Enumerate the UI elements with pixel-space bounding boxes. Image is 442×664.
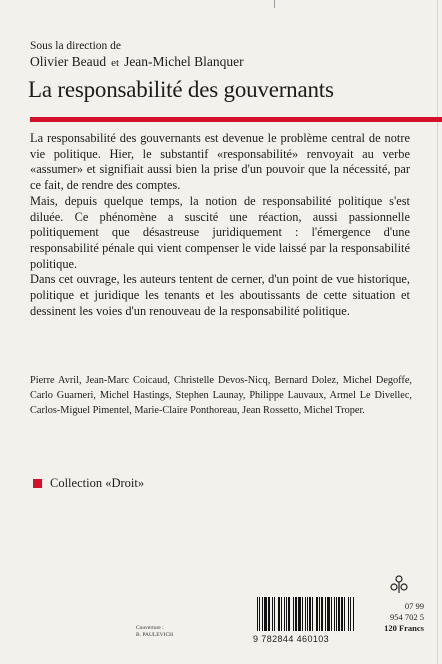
editors-conjunction: et — [111, 57, 120, 69]
barcode-bar — [348, 597, 349, 631]
cover-credit — [136, 625, 173, 639]
red-square-icon — [33, 479, 42, 488]
barcode-digits: 9 782844 460103 — [253, 634, 330, 644]
barcode-bar — [264, 597, 267, 631]
barcode-bar — [305, 597, 306, 631]
barcode-bar — [262, 597, 263, 631]
cover-credit-name: B. PAULEVICH — [136, 632, 174, 638]
barcode-bar — [295, 597, 297, 631]
isbn-barcode — [253, 597, 375, 645]
summary-text — [30, 131, 410, 319]
barcode-bar — [344, 597, 345, 631]
barcode-bar — [353, 597, 354, 631]
code-number: 954 702 5 — [390, 612, 424, 622]
collection-label: Collection «Droit» — [50, 476, 145, 490]
barcode-bar — [338, 597, 340, 631]
barcode-bar — [307, 597, 308, 631]
editor-1: Olivier Beaud — [30, 54, 107, 69]
code-date: 07 99 — [404, 601, 424, 611]
barcode-bar — [312, 597, 313, 631]
barcode-bar — [316, 597, 318, 631]
barcode-bar — [331, 597, 332, 631]
editor-2: Jean-Michel Blanquer — [124, 54, 244, 69]
summary-paragraph: La responsabilité des gouvernants est devenue le problème central de notre vie politique. Hier, le substantif «responsabilité» renvoyait au verbe «assumer» et signifiait aussi bien la prise d'un pouvoir que la nécessité, par ce fait, de rendre des comptes. — [30, 131, 410, 193]
publisher-codes — [380, 601, 424, 634]
contributors-list: Pierre Avril, Jean-Marc Coicaud, Christelle Devos-Nicq, Bernard Dolez, Michel Degoffe, Carlo Guarneri, Michel Hastings, Stephen Launay, Philippe Lauvaux, Armel Le Divellec, Carlos-Miguel Pimentel, Marie-Claire Ponthoreau, Jean Rossetto, Michel Troper. — [30, 375, 412, 416]
barcode-bar — [257, 597, 258, 631]
publisher-logo-icon — [389, 574, 409, 599]
barcode-bar — [286, 597, 287, 631]
barcode-bar — [321, 597, 323, 631]
summary-paragraph: Mais, depuis quelque temps, la notion de responsabilité politique s'est diluée. Ce phénomène a suscité une réaction, aussi passionnelle politiquement que désastreuse juridiquement : l'émergence d'une responsabilité pénale qui vient compenser le vide laissé par la responsabilité politique. — [30, 193, 410, 271]
summary-paragraph: Dans cet ouvrage, les auteurs tentent de cerner, d'un point de vue historique, politique et juridique les tenants et les aboutissants de cette situation et dessinent les voies d'un renouveau de la responsabilité politique. — [30, 272, 410, 318]
barcode-bar — [284, 597, 285, 631]
right-edge-line — [437, 0, 438, 664]
barcode-bar — [293, 597, 294, 631]
barcode-bar — [336, 597, 337, 631]
cover-credit-label: Couverture : — [136, 625, 164, 631]
price: 120 Francs — [384, 623, 424, 633]
barcode-bar — [259, 597, 260, 631]
collection-line — [33, 476, 144, 491]
barcode-bar — [319, 597, 320, 631]
book-title: La responsabilité des gouvernants — [28, 77, 334, 102]
barcode-bars — [253, 597, 375, 633]
barcode-bar — [268, 597, 270, 631]
barcode-bar — [327, 597, 330, 631]
barcode-bar — [309, 597, 311, 631]
barcode-bar — [274, 597, 275, 631]
editors-line — [30, 54, 244, 70]
barcode-bar — [350, 597, 351, 631]
red-divider-bar — [30, 117, 442, 122]
barcode-bar — [334, 597, 335, 631]
barcode-bar — [302, 597, 303, 631]
barcode-bar — [281, 597, 282, 631]
barcode-bar — [278, 597, 280, 631]
barcode-bar — [341, 597, 343, 631]
barcode-bar — [325, 597, 326, 631]
direction-line: Sous la direction de — [30, 40, 122, 52]
barcode-bar — [288, 597, 290, 631]
barcode-bar — [272, 597, 273, 631]
barcode-bar — [298, 597, 301, 631]
trim-mark — [274, 0, 275, 8]
